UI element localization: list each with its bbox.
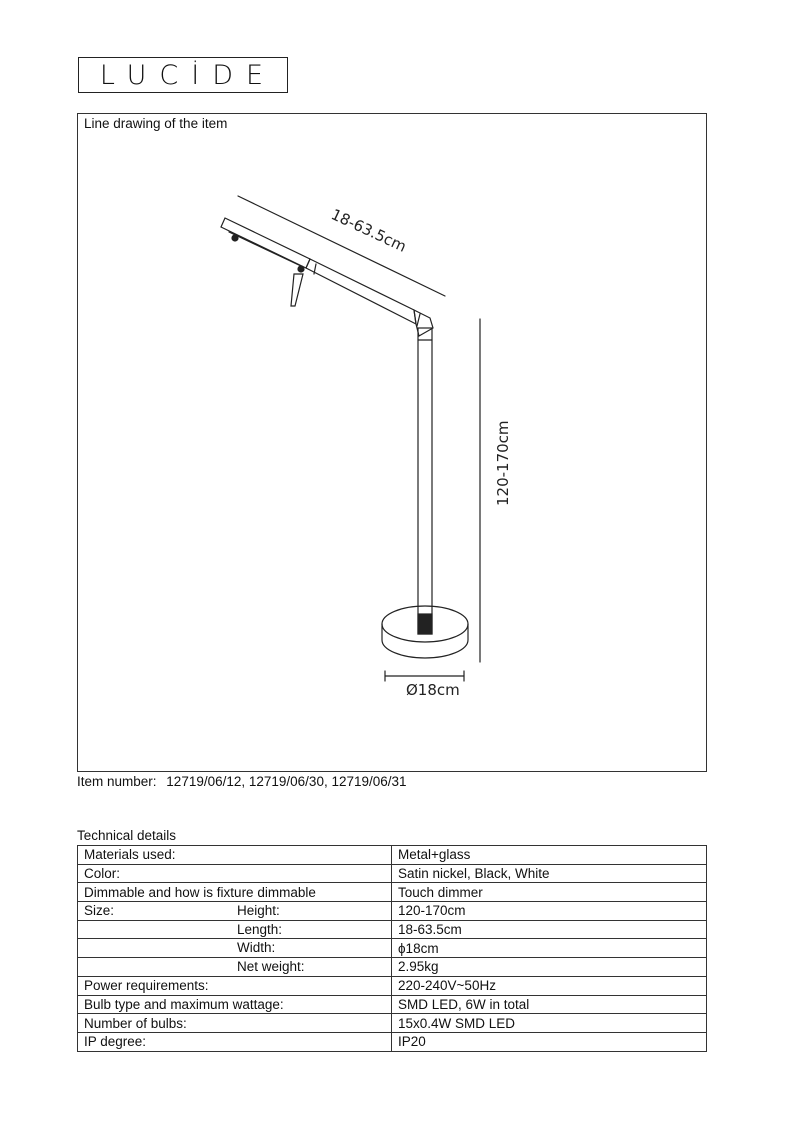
spec-label-cell bbox=[78, 883, 392, 902]
spec-label: Materials used: bbox=[84, 847, 176, 863]
spec-row bbox=[78, 1032, 707, 1051]
spec-label-cell bbox=[78, 995, 392, 1014]
spec-row bbox=[78, 902, 707, 921]
spec-row bbox=[78, 846, 707, 865]
spec-label: Color: bbox=[84, 866, 121, 882]
spec-label-cell bbox=[78, 846, 392, 865]
length-dimension-label: 18-63.5cm bbox=[328, 205, 410, 256]
spec-sublabel: Height: bbox=[237, 903, 280, 919]
spec-label: IP degree: bbox=[84, 1034, 147, 1050]
item-number bbox=[77, 774, 413, 789]
spec-label-cell bbox=[78, 1014, 392, 1033]
lamp-lever bbox=[291, 274, 303, 306]
lamp-head bbox=[221, 218, 310, 268]
spec-row bbox=[78, 920, 707, 939]
spec-label: Power requirements: bbox=[84, 978, 209, 994]
line-drawing-panel bbox=[77, 113, 707, 772]
spec-value: Metal+glass bbox=[392, 846, 707, 865]
spec-value: IP20 bbox=[392, 1032, 707, 1051]
arm-joint bbox=[414, 310, 433, 336]
logo-text: LUCİDE bbox=[99, 59, 277, 91]
drawing-title: Line drawing of the item bbox=[84, 116, 228, 131]
spec-value: 18-63.5cm bbox=[392, 920, 707, 939]
lamp-stem bbox=[418, 328, 432, 634]
spec-value: Satin nickel, Black, White bbox=[392, 864, 707, 883]
spec-sublabel: Length: bbox=[237, 921, 283, 937]
spec-value: SMD LED, 6W in total bbox=[392, 995, 707, 1014]
spec-label-cell bbox=[78, 939, 392, 958]
spec-label-cell bbox=[78, 864, 392, 883]
spec-value: 220-240V~50Hz bbox=[392, 976, 707, 995]
spec-label-cell bbox=[78, 976, 392, 995]
spec-label-cell bbox=[78, 902, 392, 921]
lamp-arm bbox=[306, 259, 416, 324]
spec-label-cell bbox=[78, 920, 392, 939]
technical-details-title: Technical details bbox=[77, 828, 177, 843]
spec-label-cell bbox=[78, 958, 392, 977]
technical-details-table bbox=[77, 845, 707, 1052]
item-number-label: Item number: bbox=[77, 774, 157, 789]
spec-label: Dimmable and how is fixture dimmable bbox=[84, 884, 316, 900]
spec-row bbox=[78, 995, 707, 1014]
spec-value: 2.95kg bbox=[392, 958, 707, 977]
brand-logo bbox=[78, 57, 288, 93]
lamp-line-drawing bbox=[78, 114, 708, 773]
spec-value: ϕ18cm bbox=[392, 939, 707, 958]
spec-value: 120-170cm bbox=[392, 902, 707, 921]
spec-row bbox=[78, 1014, 707, 1033]
spec-label: Size: bbox=[84, 903, 115, 919]
spec-label: Bulb type and maximum wattage: bbox=[84, 996, 284, 1012]
spec-row bbox=[78, 976, 707, 995]
spec-sublabel: Width: bbox=[237, 940, 276, 956]
base-dimension-label: Ø18cm bbox=[406, 681, 460, 699]
height-dimension-label: 120-170cm bbox=[494, 420, 512, 506]
spec-value: Touch dimmer bbox=[392, 883, 707, 902]
spec-row bbox=[78, 883, 707, 902]
spec-value: 15x0.4W SMD LED bbox=[392, 1014, 707, 1033]
spec-label-cell bbox=[78, 1032, 392, 1051]
spec-row bbox=[78, 958, 707, 977]
spec-row bbox=[78, 864, 707, 883]
spec-sublabel: Net weight: bbox=[237, 959, 305, 975]
spec-row bbox=[78, 939, 707, 958]
spec-label: Number of bulbs: bbox=[84, 1015, 187, 1031]
item-number-value: 12719/06/12, 12719/06/30, 12719/06/31 bbox=[166, 774, 407, 789]
